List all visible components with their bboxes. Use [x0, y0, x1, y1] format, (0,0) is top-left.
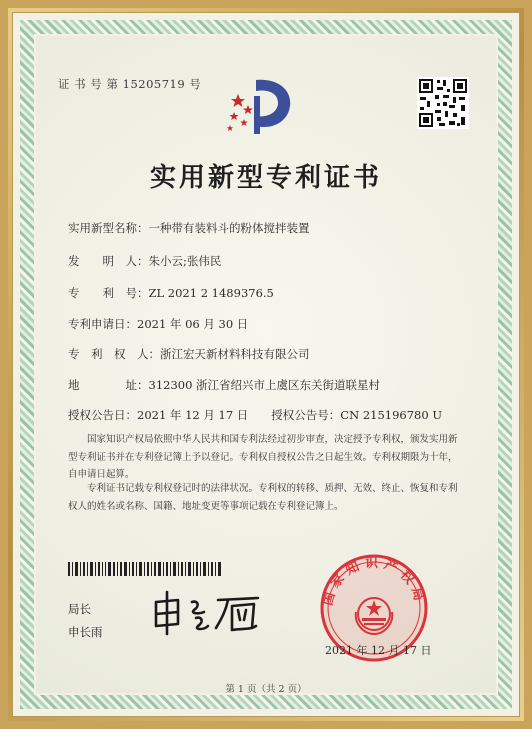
field-label: 发 明 人：: [68, 254, 149, 268]
svg-text:国家知识产权局: 国家知识产权局: [320, 556, 428, 608]
seal-date: 2021 年 12 月 17 日: [325, 644, 432, 657]
qr-code-icon: [417, 77, 469, 129]
field-label: 专利申请日：: [68, 317, 137, 331]
field-patent-number: [68, 285, 274, 301]
field-grant-date: [68, 407, 442, 423]
field-label: 地 址：: [68, 378, 149, 392]
field-patentee: [68, 346, 310, 362]
signature-icon: [148, 588, 266, 640]
certificate-serial: 证 书 号 第 15205719 号: [58, 77, 202, 91]
field-value: 312300 浙江省绍兴市上虞区东关街道联星村: [148, 378, 381, 392]
patent-office-logo-icon: [226, 72, 298, 138]
page-number: 第 1 页（共 2 页）: [225, 684, 307, 695]
field-label: 授权公告日：: [68, 408, 137, 422]
barcode-icon: [68, 562, 222, 576]
field-address: [68, 377, 380, 393]
field-label: 专 利 权 人：: [68, 347, 160, 361]
field-value: 2021 年 12 月 17 日 授权公告号：CN 215196780 U: [137, 408, 443, 422]
certificate-title: 实用新型专利证书: [149, 163, 382, 193]
field-utility-model-name: [68, 220, 310, 236]
field-value: 一种带有装料斗的粉体搅拌装置: [148, 221, 310, 235]
paragraph-grant-notice: 国家知识产权局依照中华人民共和国专利法经过初步审查，决定授予专利权，颁发实用新型专利证书并在专利登记簿上予以登记。专利权自授权公告之日起生效。专利权期限为十年，自申请日起算。: [68, 434, 458, 480]
field-label: 实用新型名称：: [68, 221, 149, 235]
field-value: 浙江宏天新材料科技有限公司: [160, 347, 310, 361]
field-application-date: [68, 316, 248, 332]
field-label: 专 利 号：: [68, 286, 149, 300]
field-value: ZL 2021 2 1489376.5: [148, 286, 274, 300]
paragraph-legal-status: 专利证书记载专利权登记时的法律状况。专利权的转移、质押、无效、终止、恢复和专利权人的姓名或名称、国籍、地址变更等事项记载在专利登记簿上。: [68, 483, 458, 512]
director-name: 申长雨: [68, 625, 103, 639]
director-title: 局长: [68, 602, 91, 616]
field-inventor: [68, 253, 221, 269]
field-value: 2021 年 06 月 30 日: [137, 317, 249, 331]
field-value: 朱小云;张伟民: [148, 254, 222, 268]
